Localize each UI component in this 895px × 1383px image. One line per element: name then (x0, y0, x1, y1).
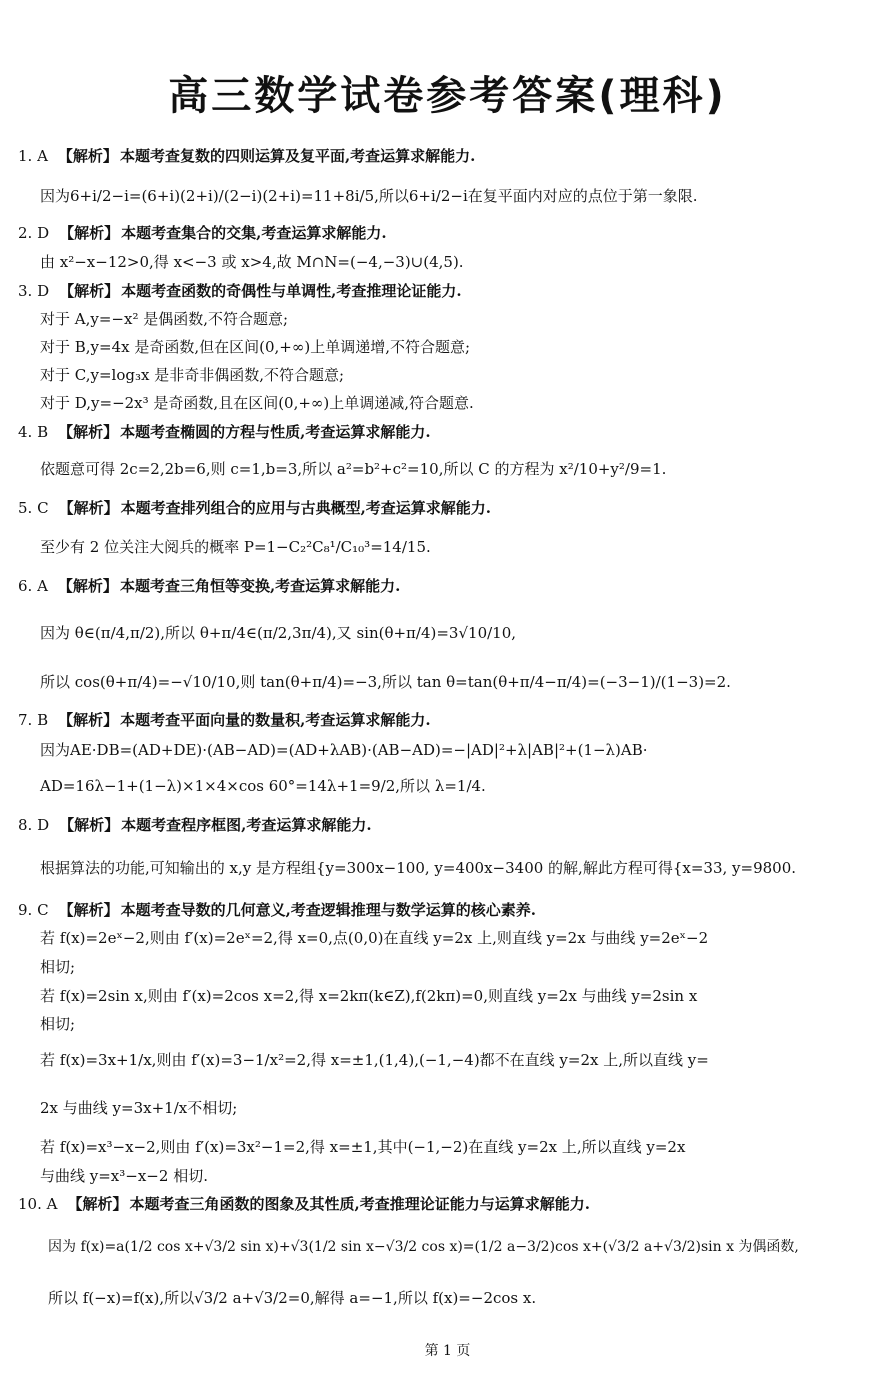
item-8-number: 8. D (18, 816, 50, 834)
item-10-number: 10. A (18, 1195, 58, 1213)
item-6-line-1: 因为 θ∈(π/4,π/2),所以 θ+π/4∈(π/2,3π/4),又 sin(θ+π/4)=3√10/10, (40, 624, 517, 642)
page-title: 高三数学试卷参考答案(理科) (168, 73, 727, 119)
item-3-line-4: 对于 D,y=−2x³ 是奇函数,且在区间(0,+∞)上单调递减,符合题意. (40, 394, 474, 412)
item-6-summary: 本题考查三角恒等变换,考查运算求解能力. (119, 577, 401, 595)
item-9-line-3: 若 f(x)=2sin x,则由 f′(x)=2cos x=2,得 x=2kπ(k∈Z),f(2kπ)=0,则直线 y=2x 与曲线 y=2sin x (40, 987, 698, 1005)
item-9-line-8: 与曲线 y=x³−x−2 相切. (40, 1167, 208, 1185)
item-7-line-1: 因为AE·DB=(AD+DE)·(AB−AD)=(AD+λAB)·(AB−AD)=−|AD|²+λ|AB|²+(1−λ)AB· (40, 741, 648, 759)
item-7-header (18, 710, 431, 730)
item-1-number: 1. A (18, 147, 48, 165)
item-3-number: 3. D (18, 282, 50, 300)
item-2-number: 2. D (18, 224, 50, 242)
item-6-tag: 【解析】 (57, 577, 118, 595)
item-8-tag: 【解析】 (59, 816, 120, 834)
item-1-tag: 【解析】 (57, 147, 118, 165)
item-3-tag: 【解析】 (59, 282, 120, 300)
item-10-summary: 本题考查三角函数的图象及其性质,考查推理论证能力与运算求解能力. (129, 1195, 590, 1213)
item-3-line-2: 对于 B,y=4x 是奇函数,但在区间(0,+∞)上单调递增,不符合题意; (40, 338, 471, 356)
item-10-line-2: 所以 f(−x)=f(x),所以√3/2 a+√3/2=0,解得 a=−1,所以 f(x)=−2cos x. (48, 1289, 537, 1307)
item-5-number: 5. C (18, 499, 49, 517)
item-9-line-7: 若 f(x)=x³−x−2,则由 f′(x)=3x²−1=2,得 x=±1,其中(−1,−2)在直线 y=2x 上,所以直线 y=2x (40, 1138, 686, 1156)
item-7-number: 7. B (18, 711, 49, 729)
item-3-line-1: 对于 A,y=−x² 是偶函数,不符合题意; (40, 310, 289, 328)
item-10-tag: 【解析】 (67, 1195, 128, 1213)
item-9-number: 9. C (18, 901, 49, 919)
item-5-tag: 【解析】 (58, 499, 119, 517)
item-6-number: 6. A (18, 577, 48, 595)
item-9-line-5: 若 f(x)=3x+1/x,则由 f′(x)=3−1/x²=2,得 x=±1,(1,4),(−1,−4)都不在直线 y=2x 上,所以直线 y= (40, 1051, 709, 1069)
item-9-tag: 【解析】 (58, 901, 119, 919)
item-2-summary: 本题考查集合的交集,考查运算求解能力. (121, 224, 387, 242)
item-8-summary: 本题考查程序框图,考查运算求解能力. (121, 816, 372, 834)
item-1-header (18, 146, 475, 166)
item-9-line-6: 2x 与曲线 y=3x+1/x不相切; (40, 1099, 238, 1117)
item-8-header (18, 815, 372, 835)
page-number: 第 1 页 (424, 1343, 471, 1359)
item-5-line-1: 至少有 2 位关注大阅兵的概率 P=1−C₂²C₈¹/C₁₀³=14/15. (40, 538, 431, 556)
item-7-line-2: AD=16λ−1+(1−λ)×1×4×cos 60°=14λ+1=9/2,所以 λ=1/4. (40, 777, 486, 795)
item-7-tag: 【解析】 (58, 711, 119, 729)
item-10-line-1: 因为 f(x)=a(1/2 cos x+√3/2 sin x)+√3(1/2 sin x−√3/2 cos x)=(1/2 a−3/2)cos x+(√3/2 a+√3/2)sin x 为偶函数, (48, 1239, 799, 1255)
item-5-header (18, 498, 491, 518)
item-9-line-2: 相切; (40, 958, 76, 976)
item-5-summary: 本题考查排列组合的应用与古典概型,考查运算求解能力. (120, 499, 492, 517)
item-6-header (18, 576, 400, 596)
item-8-line-1: 根据算法的功能,可知输出的 x,y 是方程组{y=300x−100, y=400x−3400 的解,解此方程可得{x=33, y=9800. (40, 859, 797, 877)
item-3-line-3: 对于 C,y=log₃x 是非奇非偶函数,不符合题意; (40, 366, 345, 384)
item-9-summary: 本题考查导数的几何意义,考查逻辑推理与数学运算的核心素养. (120, 901, 537, 919)
item-4-tag: 【解析】 (58, 423, 119, 441)
item-4-number: 4. B (18, 423, 49, 441)
item-1-summary: 本题考查复数的四则运算及复平面,考查运算求解能力. (119, 147, 476, 165)
item-9-header (18, 900, 536, 920)
item-10-header (18, 1194, 590, 1214)
item-7-summary: 本题考查平面向量的数量积,考查运算求解能力. (120, 711, 431, 729)
item-2-tag: 【解析】 (59, 224, 120, 242)
item-4-summary: 本题考查椭圆的方程与性质,考查运算求解能力. (120, 423, 431, 441)
item-1-line-1: 因为6+i/2−i=(6+i)(2+i)/(2−i)(2+i)=11+8i/5,所以6+i/2−i在复平面内对应的点位于第一象限. (40, 187, 698, 205)
item-9-line-4: 相切; (40, 1015, 76, 1033)
item-4-line-1: 依题意可得 2c=2,2b=6,则 c=1,b=3,所以 a²=b²+c²=10,所以 C 的方程为 x²/10+y²/9=1. (40, 460, 667, 478)
item-6-line-2: 所以 cos(θ+π/4)=−√10/10,则 tan(θ+π/4)=−3,所以 tan θ=tan(θ+π/4−π/4)=(−3−1)/(1−3)=2. (40, 673, 731, 691)
item-4-header (18, 422, 431, 442)
item-3-header (18, 281, 462, 301)
item-3-summary: 本题考查函数的奇偶性与单调性,考查推理论证能力. (121, 282, 462, 300)
item-2-line-1: 由 x²−x−12>0,得 x<−3 或 x>4,故 M∩N=(−4,−3)∪(4,5). (40, 253, 464, 271)
item-2-header (18, 223, 387, 243)
item-9-line-1: 若 f(x)=2eˣ−2,则由 f′(x)=2eˣ=2,得 x=0,点(0,0)在直线 y=2x 上,则直线 y=2x 与曲线 y=2eˣ−2 (40, 929, 709, 947)
